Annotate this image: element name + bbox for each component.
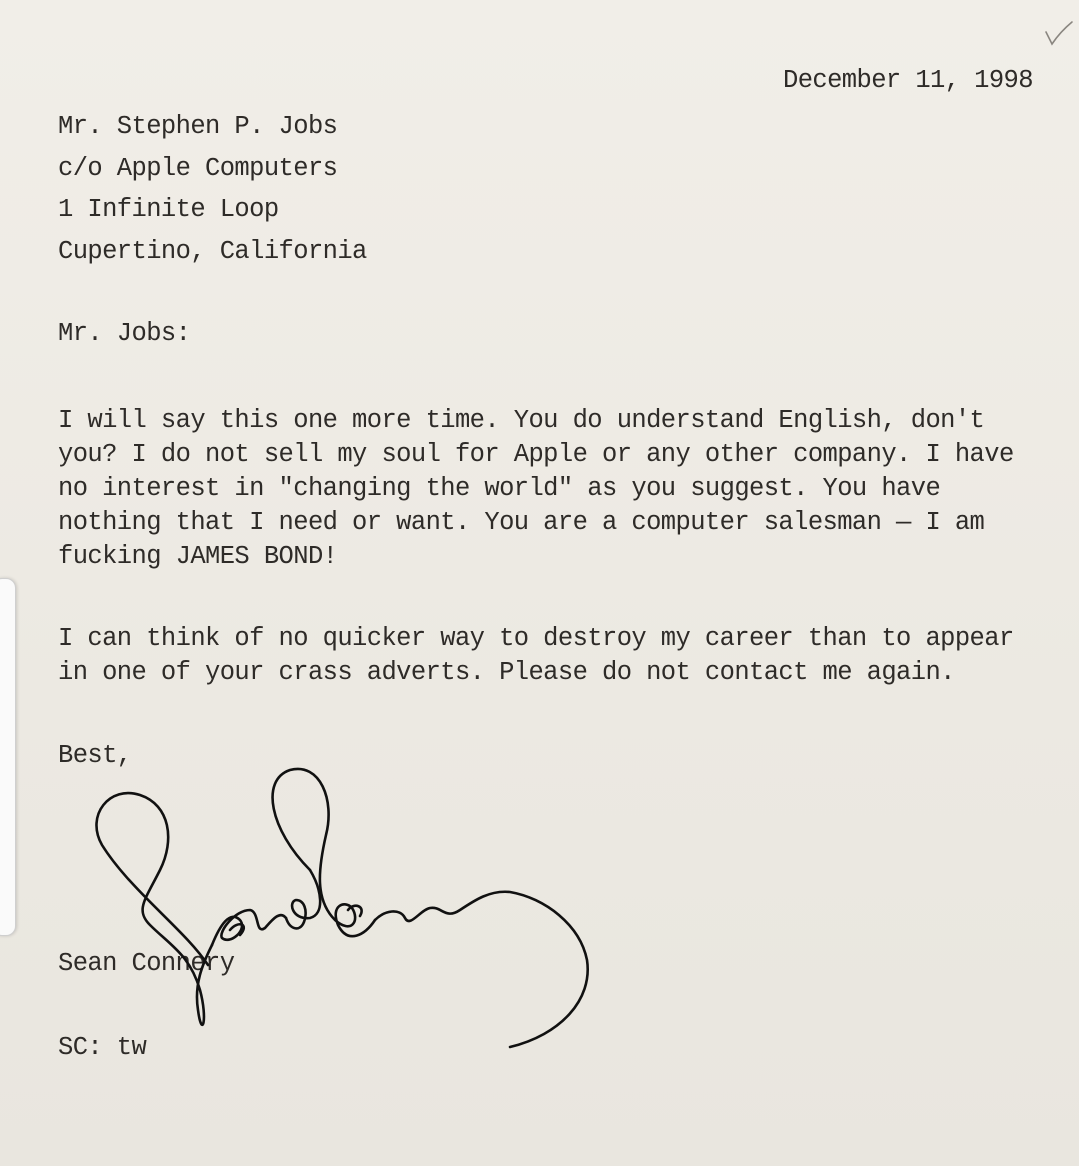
scroll-edge-handle[interactable]	[0, 578, 16, 936]
paragraph-line: I will say this one more time. You do understand English, don't	[58, 406, 985, 435]
paragraph-line: no interest in "changing the world" as you suggest. You have	[58, 474, 941, 503]
paragraph-line: I can think of no quicker way to destroy my career than to appear	[58, 624, 1014, 653]
salutation: Mr. Jobs:	[58, 319, 191, 348]
recipient-company: c/o Apple Computers	[58, 154, 338, 183]
paragraph-line: in one of your crass adverts. Please do not contact me again.	[58, 658, 955, 687]
closing: Best,	[58, 741, 132, 770]
checkmark-icon	[1040, 18, 1074, 48]
signer-name: Sean Connery	[58, 949, 235, 978]
letter-date: December 11, 1998	[783, 66, 1033, 95]
body-paragraph-1	[58, 404, 1014, 574]
typist-initials: SC: tw	[58, 1033, 147, 1062]
paragraph-line: nothing that I need or want. You are a computer salesman — I am	[58, 508, 985, 537]
recipient-street: 1 Infinite Loop	[58, 195, 279, 224]
recipient-city: Cupertino, California	[58, 237, 367, 266]
body-paragraph-2	[58, 622, 1014, 690]
paragraph-line: you? I do not sell my soul for Apple or any other company. I have	[58, 440, 1014, 469]
recipient-name: Mr. Stephen P. Jobs	[58, 112, 338, 141]
handwritten-signature	[90, 760, 600, 1060]
paragraph-line: fucking JAMES BOND!	[58, 542, 338, 571]
